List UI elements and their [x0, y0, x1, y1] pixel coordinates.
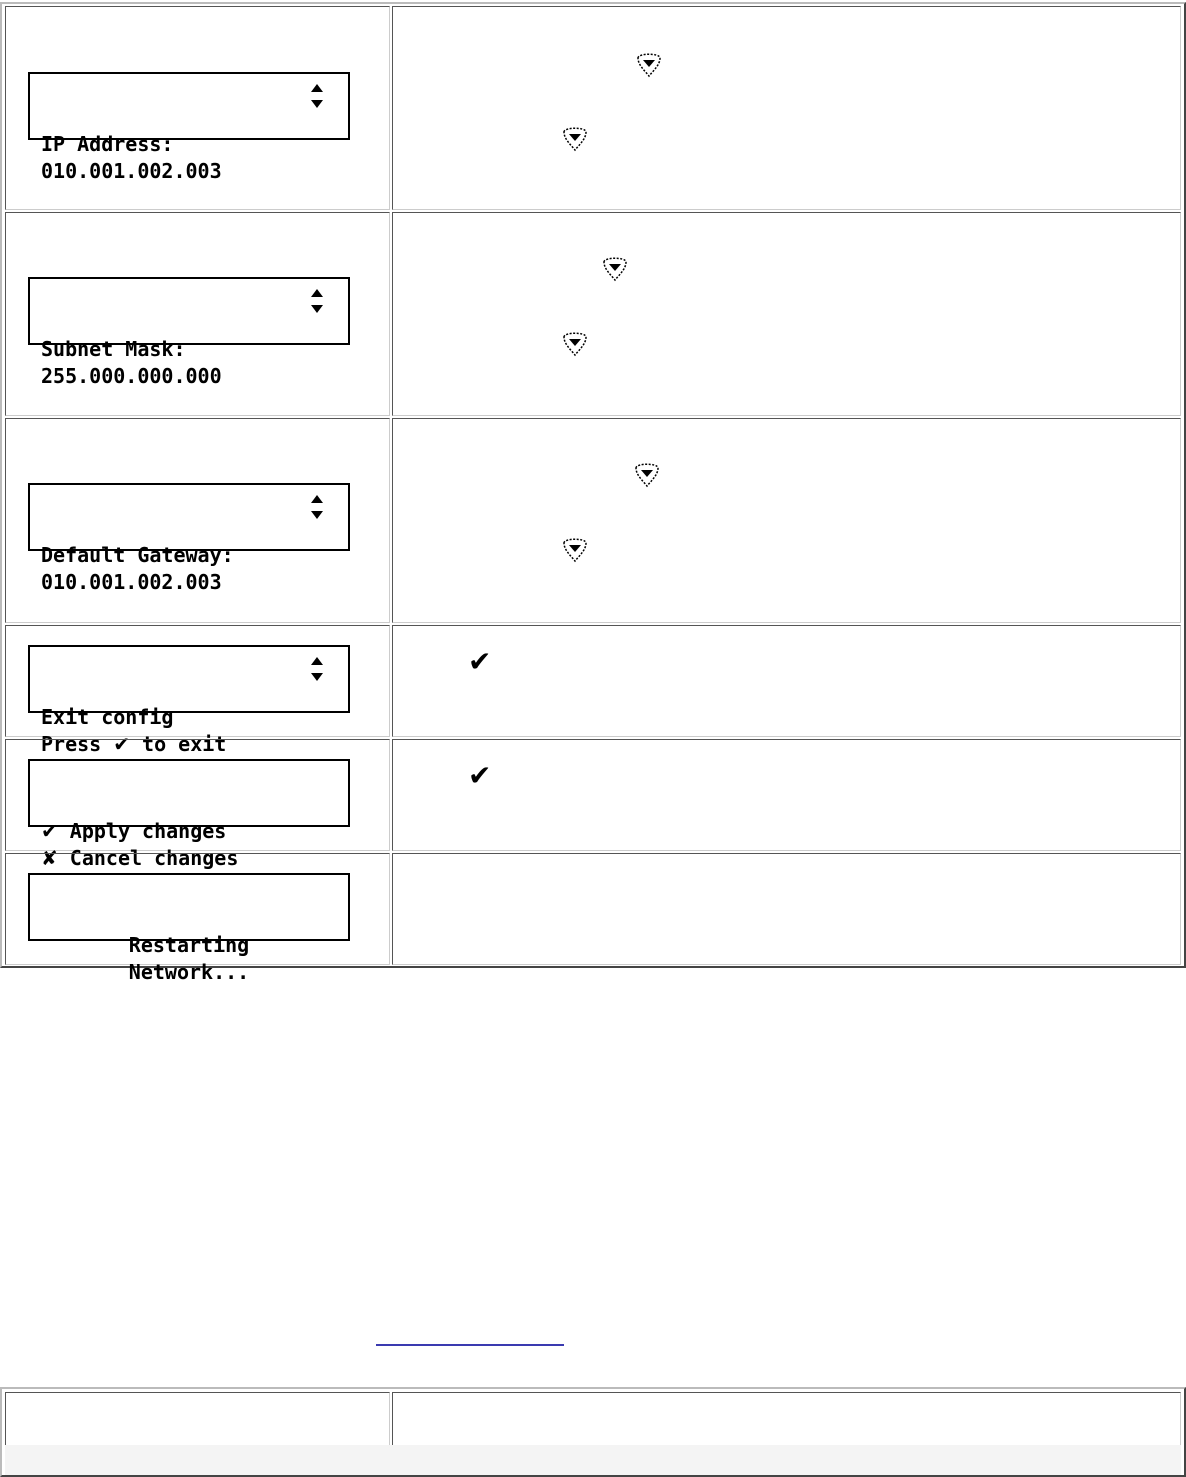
lcd-cell [5, 6, 390, 210]
lcd-text: to exit [130, 732, 227, 756]
table-body [5, 1445, 1181, 1475]
lcd-line-2: 010.001.002.003 [41, 159, 222, 183]
down-button-icon [561, 328, 589, 358]
instruction-cell [392, 625, 1181, 737]
lcd-text: Cancel changes [57, 846, 239, 870]
table-header-cell [392, 1392, 1181, 1446]
lcd-cell [5, 212, 390, 416]
check-icon: ✔ [468, 645, 492, 678]
lcd-line-2: 255.000.000.000 [41, 364, 222, 388]
lcd-line-1: Subnet Mask: [41, 337, 186, 361]
down-button-icon [635, 49, 663, 79]
lcd-cell [5, 418, 390, 623]
lcd-display-restarting [28, 873, 350, 984]
row-ip-address [2, 4, 1184, 211]
lcd-line-2: Network... [128, 960, 250, 984]
down-button-icon [601, 253, 629, 283]
table-header-cell [5, 1392, 390, 1446]
row-restarting-network [2, 852, 1184, 984]
lcd-text: Apply changes [57, 819, 227, 843]
instruction-cell [392, 853, 1181, 965]
lcd-display-apply-changes [28, 759, 350, 870]
lcd-cell [5, 625, 390, 756]
up-down-arrows-icon [310, 82, 324, 110]
row-exit-config [2, 624, 1184, 756]
config-steps-table [0, 2, 1186, 984]
instruction-cell [392, 6, 1181, 210]
lcd-line-2: 010.001.002.003 [41, 570, 222, 594]
check-icon: ✔ [468, 759, 492, 792]
lcd-line-1 [41, 818, 348, 845]
cross-icon: ✘ [41, 846, 58, 870]
lcd-cell [5, 853, 390, 984]
up-down-arrows-icon [310, 287, 324, 315]
lcd-display-default-gateway [28, 483, 350, 594]
lcd-display-ip-address [28, 72, 350, 183]
down-button-icon [633, 459, 661, 489]
check-icon: ✔ [113, 732, 131, 756]
link-underline[interactable] [376, 1344, 564, 1346]
instruction-cell [392, 212, 1181, 416]
row-subnet-mask [2, 211, 1184, 417]
check-icon: ✔ [41, 819, 58, 843]
lcd-line-1: Default Gateway: [41, 543, 234, 567]
row-apply-changes [2, 738, 1184, 870]
down-button-icon [561, 534, 589, 564]
down-button-icon [561, 123, 589, 153]
next-table [0, 1387, 1186, 1477]
instruction-cell [392, 418, 1181, 623]
up-down-arrows-icon [310, 493, 324, 521]
lcd-line-1: Restarting [128, 933, 250, 957]
lcd-display-subnet-mask [28, 277, 350, 388]
lcd-display-exit-config [28, 645, 350, 756]
lcd-cell [5, 739, 390, 870]
instruction-cell [392, 739, 1181, 851]
up-down-arrows-icon [310, 655, 324, 683]
lcd-line-1: IP Address: [41, 132, 174, 156]
lcd-text: Press [41, 732, 114, 756]
row-default-gateway [2, 417, 1184, 624]
lcd-line-1: Exit config [41, 705, 174, 729]
